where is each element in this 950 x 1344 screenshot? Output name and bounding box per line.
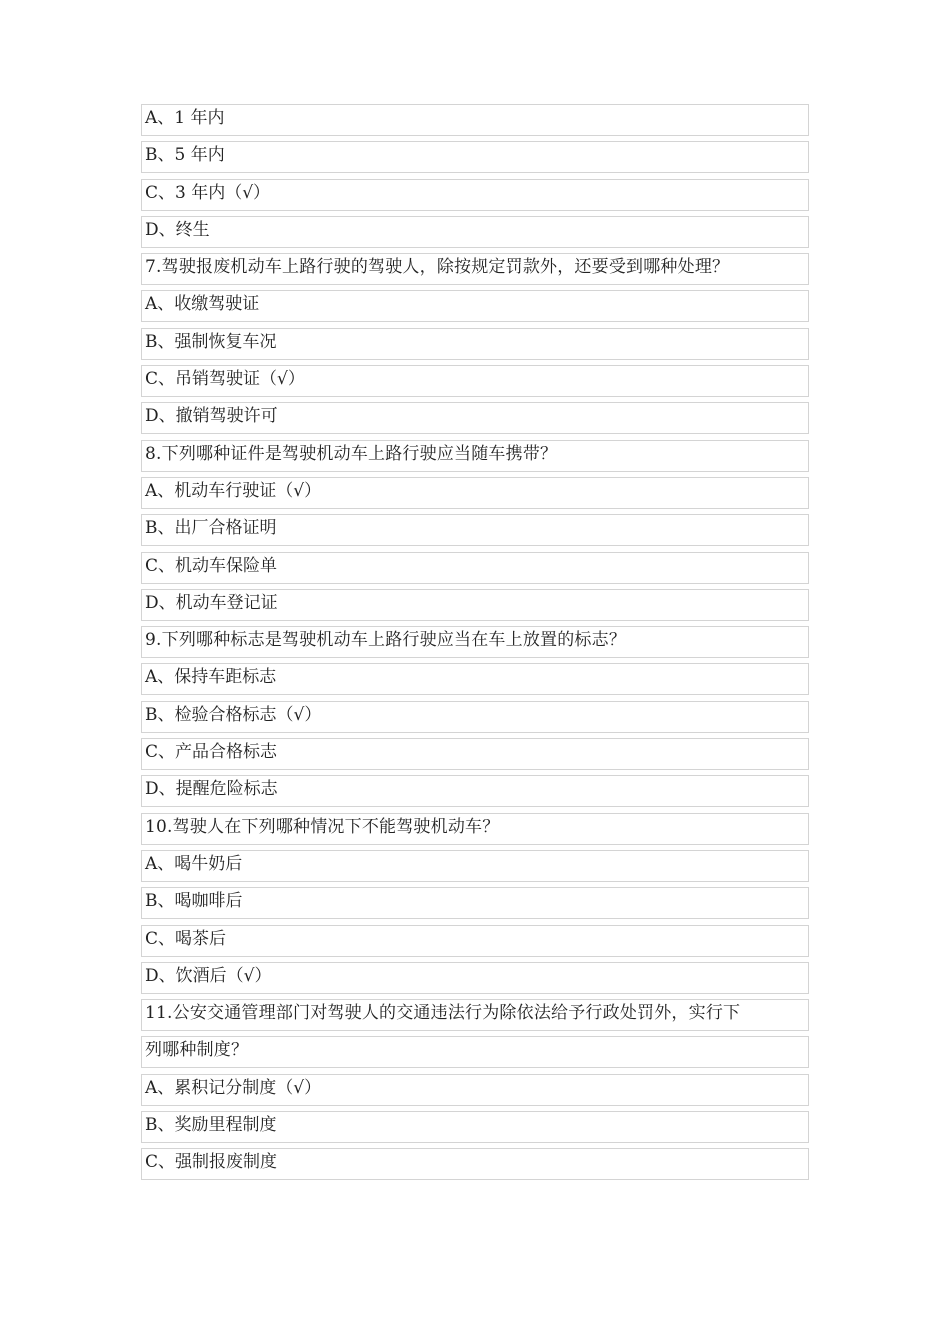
answer-option: C、强制报废制度 — [141, 1148, 809, 1180]
answer-option: A、保持车距标志 — [141, 663, 809, 695]
answer-option: A、机动车行驶证（√） — [141, 477, 809, 509]
answer-option: C、喝茶后 — [141, 925, 809, 957]
answer-option: B、检验合格标志（√） — [141, 701, 809, 733]
answer-option: C、吊销驾驶证（√） — [141, 365, 809, 397]
question-text: 9.下列哪种标志是驾驶机动车上路行驶应当在车上放置的标志？ — [141, 626, 809, 658]
answer-option: C、3 年内（√） — [141, 179, 809, 211]
answer-option: B、强制恢复车况 — [141, 328, 809, 360]
answer-option: A、累积记分制度（√） — [141, 1074, 809, 1106]
answer-option: A、喝牛奶后 — [141, 850, 809, 882]
question-text: 10.驾驶人在下列哪种情况下不能驾驶机动车？ — [141, 813, 809, 845]
answer-option: D、饮酒后（√） — [141, 962, 809, 994]
question-text: 8.下列哪种证件是驾驶机动车上路行驶应当随车携带？ — [141, 440, 809, 472]
answer-option: D、撤销驾驶许可 — [141, 402, 809, 434]
answer-option: A、收缴驾驶证 — [141, 290, 809, 322]
answer-option: D、提醒危险标志 — [141, 775, 809, 807]
answer-option: B、喝咖啡后 — [141, 887, 809, 919]
answer-option: D、机动车登记证 — [141, 589, 809, 621]
answer-option: B、奖励里程制度 — [141, 1111, 809, 1143]
answer-option: C、机动车保险单 — [141, 552, 809, 584]
question-text: 11.公安交通管理部门对驾驶人的交通违法行为除依法给予行政处罚外，实行下 — [141, 999, 809, 1031]
question-text: 列哪种制度？ — [141, 1036, 809, 1068]
answer-option: C、产品合格标志 — [141, 738, 809, 770]
answer-option: D、终生 — [141, 216, 809, 248]
answer-option: A、1 年内 — [141, 104, 809, 136]
question-text: 7.驾驶报废机动车上路行驶的驾驶人，除按规定罚款外，还要受到哪种处理？ — [141, 253, 809, 285]
answer-option: B、出厂合格证明 — [141, 514, 809, 546]
answer-option: B、5 年内 — [141, 141, 809, 173]
question-document — [141, 104, 809, 1186]
